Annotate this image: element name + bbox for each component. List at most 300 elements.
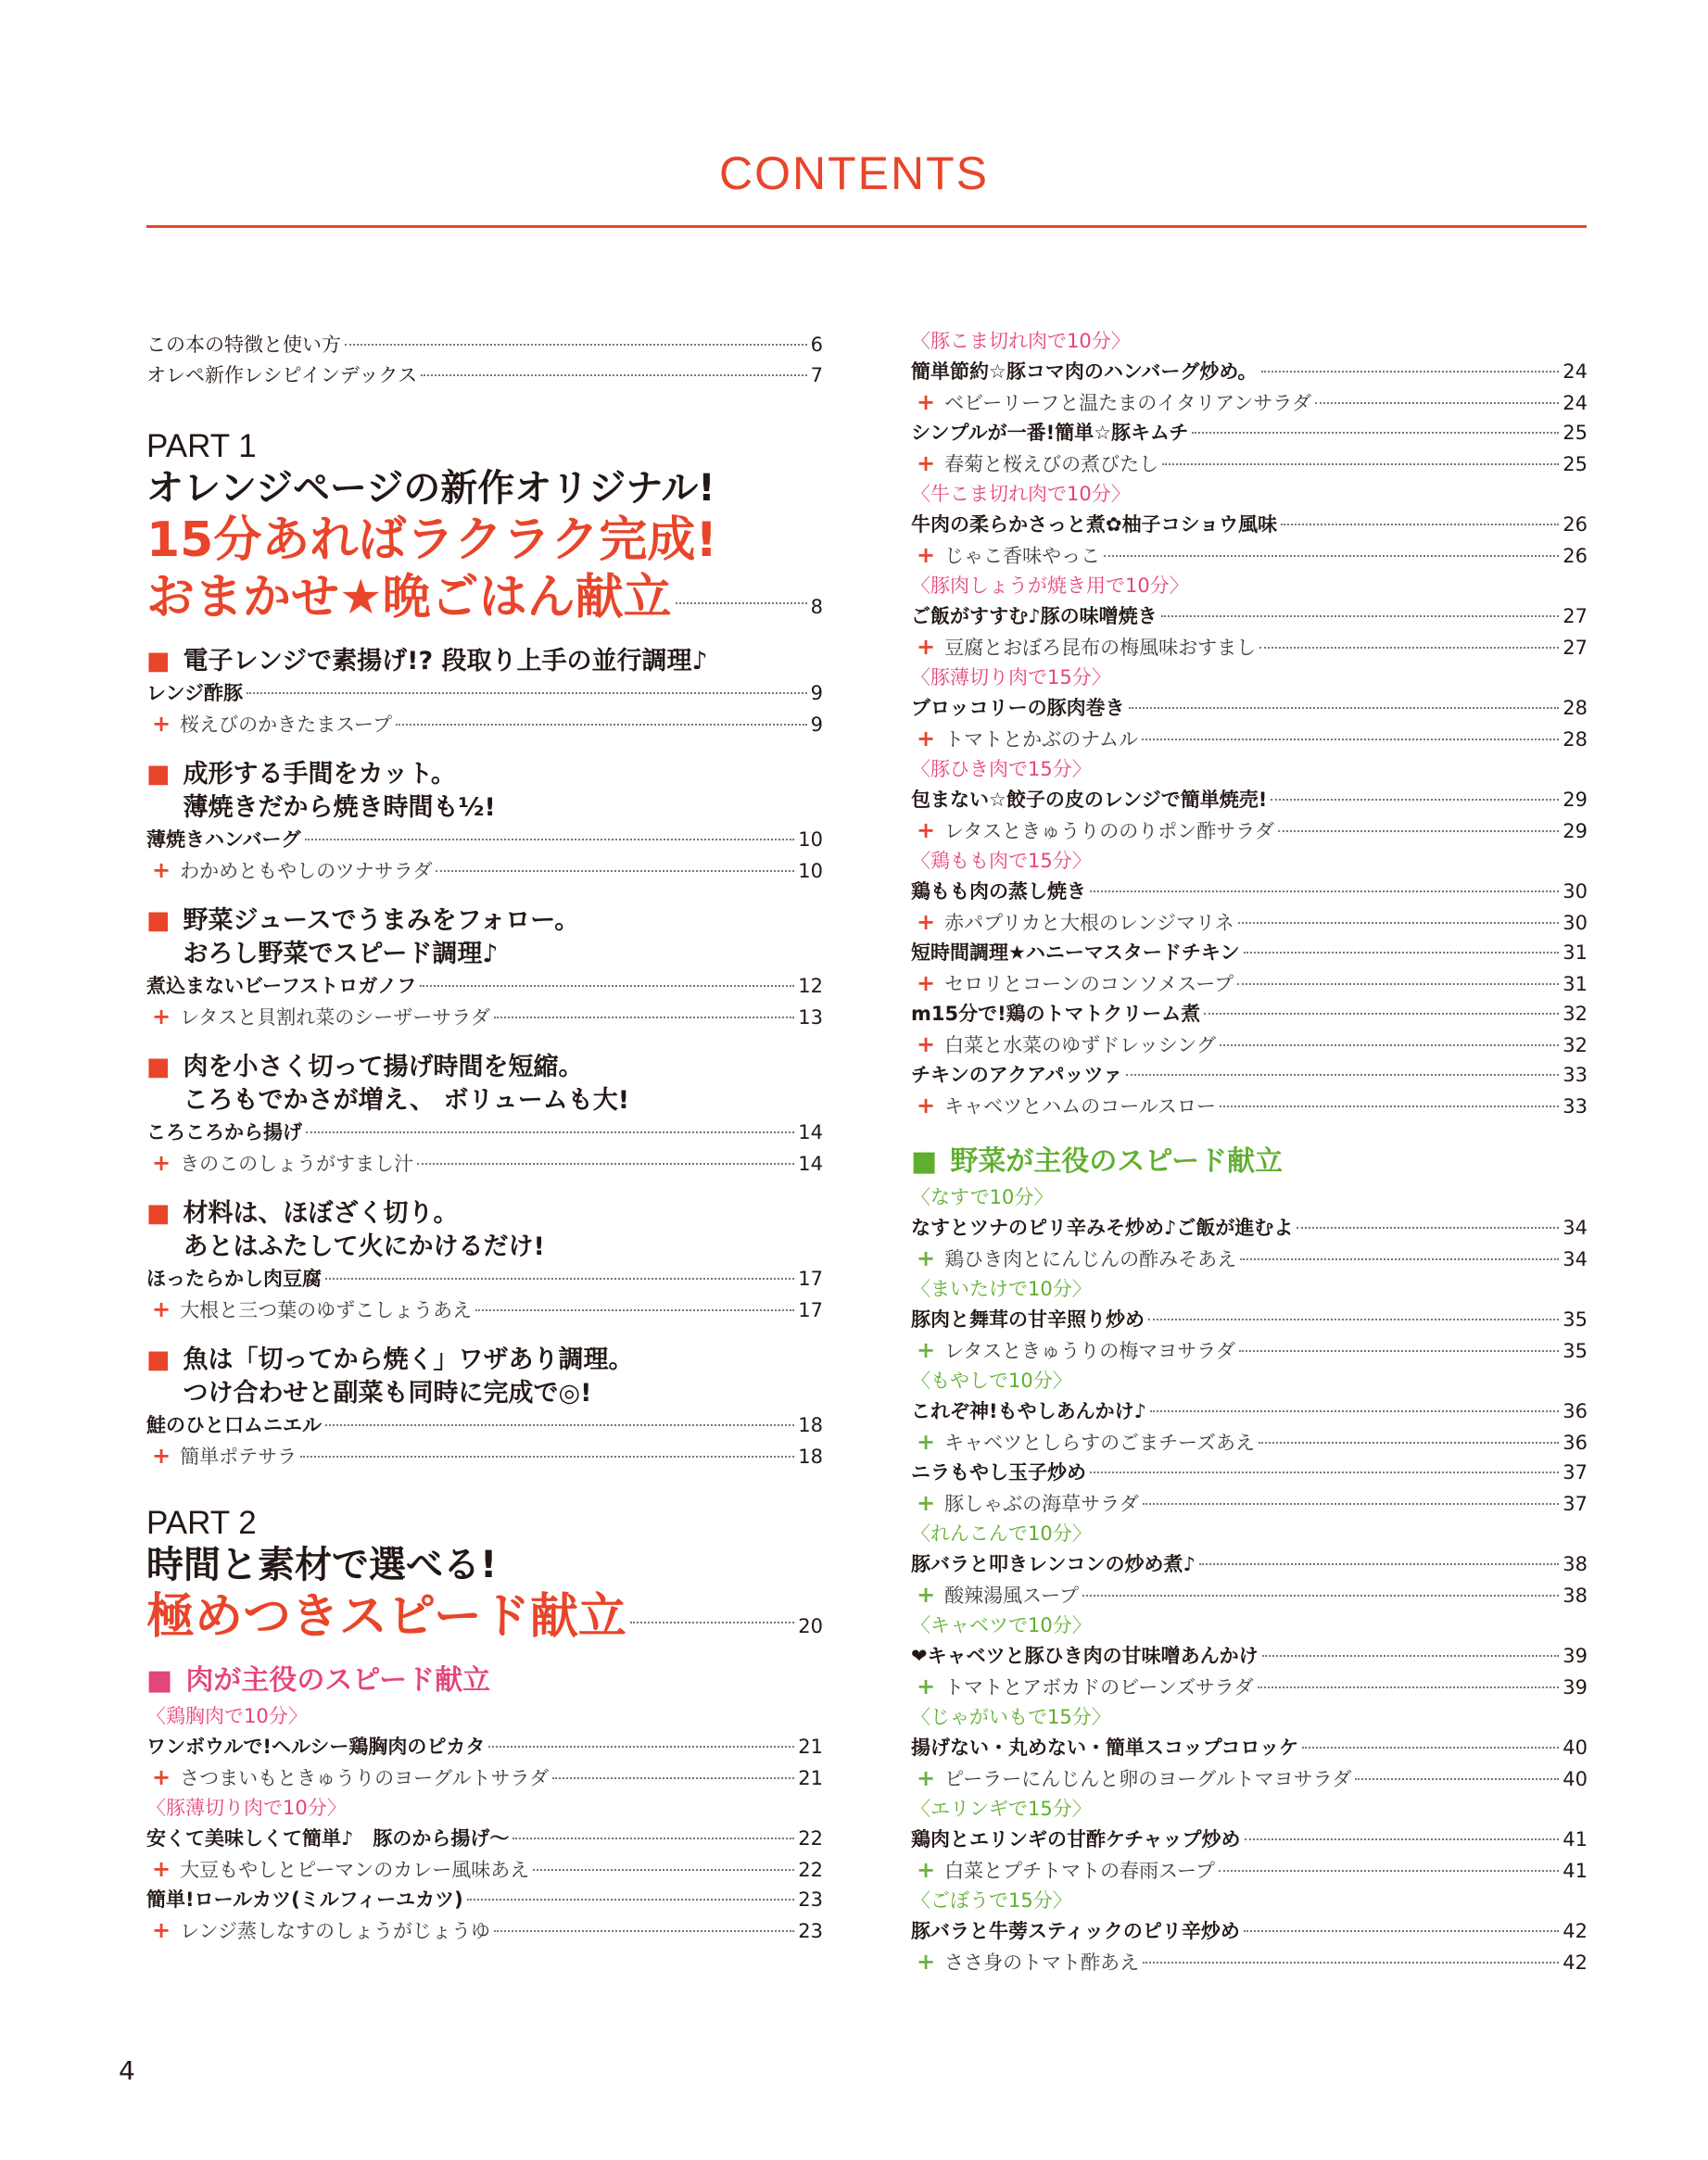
recipe-entry[interactable]: [146, 1118, 823, 1148]
leader-dots: [494, 1017, 794, 1018]
section-heading-lines: [183, 904, 580, 971]
recipe-entry[interactable]: [911, 1458, 1588, 1488]
page-ref: 36: [1563, 1432, 1588, 1454]
entry-title: これぞ神!もやしあんかけ♪: [911, 1400, 1146, 1422]
left-column: [146, 330, 823, 1946]
leader-dots: [1129, 707, 1560, 709]
side-dish-entry[interactable]: [911, 1427, 1588, 1458]
entry-title: 短時間調理★ハニーマスタードチキン: [911, 941, 1240, 964]
plus-icon: +: [917, 1490, 936, 1516]
entry-title: 豚しゃぶの海草サラダ: [944, 1493, 1139, 1515]
entry-title: 桜えびのかきたまスープ: [180, 714, 393, 736]
recipe-entry[interactable]: [911, 1916, 1588, 1947]
leader-dots: [421, 374, 806, 376]
side-dish-entry[interactable]: [146, 1441, 823, 1472]
part2-entry[interactable]: [146, 1588, 823, 1646]
entry-title: 鶏肉とエリンギの甘酢ケチャップ炒め: [911, 1828, 1241, 1851]
page-ref: 10: [798, 860, 823, 882]
entry-title: 赤パプリカと大根のレンジマリネ: [944, 912, 1234, 934]
category-label: 〈豚薄切り肉で10分〉: [146, 1797, 347, 1819]
entry-title: レタスときゅうりの梅マヨサラダ: [944, 1340, 1236, 1362]
leader-dots: [1262, 1655, 1560, 1657]
recipe-entry[interactable]: [146, 825, 823, 855]
plus-icon: +: [917, 634, 936, 660]
leader-dots: [533, 1869, 794, 1871]
page-ref: 29: [1563, 789, 1588, 811]
category-label: 〈なすで10分〉: [911, 1186, 1054, 1208]
page-ref: 27: [1563, 637, 1588, 659]
page-ref: 30: [1563, 912, 1588, 934]
leader-dots: [1161, 615, 1560, 617]
category-label: 〈エリンギで15分〉: [911, 1798, 1092, 1820]
side-dish-entry[interactable]: [911, 1855, 1588, 1886]
leader-dots: [345, 344, 807, 346]
side-dish-entry[interactable]: [146, 709, 823, 739]
section-heading-lines: [183, 1344, 634, 1410]
side-dish-entry[interactable]: [911, 1947, 1588, 1977]
page-ref: 24: [1563, 360, 1588, 383]
side-dish-entry[interactable]: [911, 1244, 1588, 1274]
entry-title: 豚バラと牛蒡スティックのピリ辛炒め: [911, 1920, 1240, 1942]
leader-dots: [1297, 1227, 1559, 1229]
page-ref: 38: [1563, 1585, 1588, 1607]
category-label: 〈キャベツで10分〉: [911, 1614, 1092, 1636]
page-ref: 14: [798, 1121, 823, 1143]
page-ref: 25: [1563, 453, 1588, 475]
entry-title: 豚バラと叩きレンコンの炒め煮♪: [911, 1553, 1196, 1575]
veg-section-label: 野菜が主役のスピード献立: [950, 1145, 1284, 1178]
entry-title: チキンのアクアパッツァ: [911, 1064, 1123, 1086]
leader-dots: [420, 985, 794, 987]
section-heading: [146, 1197, 823, 1264]
recipe-entry[interactable]: [911, 1549, 1588, 1580]
page-ref: 18: [798, 1414, 823, 1436]
page-ref: 35: [1563, 1308, 1588, 1331]
recipe-entry[interactable]: [146, 360, 823, 391]
page-ref: 31: [1563, 941, 1588, 964]
entry-title: ❤キャベツと豚ひき肉の甘味噌あんかけ: [911, 1645, 1259, 1667]
side-dish-entry[interactable]: [911, 1335, 1588, 1366]
part1-label: PART 1: [146, 428, 257, 464]
category-label: 〈豚薄切り肉で15分〉: [911, 666, 1111, 688]
section-heading: [146, 1051, 823, 1118]
leader-dots: [325, 1424, 794, 1426]
entry-title: ベビーリーフと温たまのイタリアンサラダ: [944, 392, 1312, 414]
leader-dots: [1082, 1595, 1559, 1597]
part2-heading: 時間と素材で選べる!: [146, 1544, 498, 1586]
page-ref: 8: [810, 596, 823, 618]
side-dish-entry[interactable]: [146, 1762, 823, 1793]
entry-title: きのこのしょうがすまし汁: [180, 1153, 414, 1175]
entry-title: レタスときゅうりののりポン酢サラダ: [944, 820, 1275, 842]
square-bullet-icon: ■: [146, 1345, 171, 1374]
recipe-entry[interactable]: [146, 1824, 823, 1854]
entry-title: 簡単節約☆豚コマ肉のハンバーグ炒め。: [911, 360, 1258, 383]
entry-title: 白菜と水菜のゆずドレッシング: [944, 1034, 1216, 1056]
meat-list-left: [146, 1701, 823, 1946]
recipe-entry[interactable]: [911, 601, 1588, 632]
veg-list: [911, 1182, 1588, 1977]
leader-dots: [306, 1131, 794, 1133]
recipe-entry[interactable]: [911, 877, 1588, 907]
recipe-entry[interactable]: [911, 1641, 1588, 1672]
leader-dots: [1271, 799, 1559, 801]
page-ref: 26: [1563, 545, 1588, 567]
square-bullet-icon: ■: [146, 647, 171, 676]
entry-title: さつまいもときゅうりのヨーグルトサラダ: [180, 1767, 550, 1789]
side-dish-entry[interactable]: [911, 907, 1588, 938]
leader-dots: [1090, 891, 1559, 892]
leader-dots: [1199, 1563, 1559, 1565]
recipe-entry[interactable]: [911, 1825, 1588, 1855]
page-ref: 39: [1563, 1645, 1588, 1667]
plus-icon: +: [152, 1856, 171, 1882]
square-bullet-icon: ■: [146, 760, 171, 789]
section-heading: [146, 904, 823, 971]
leader-dots: [325, 1278, 794, 1280]
page-ref: 42: [1563, 1952, 1588, 1974]
leader-dots: [1143, 1503, 1559, 1505]
category-label: 〈ごぼうで15分〉: [911, 1889, 1072, 1912]
square-bullet-icon: ■: [911, 1145, 938, 1178]
recipe-entry[interactable]: [146, 1410, 823, 1441]
plus-icon: +: [152, 1764, 171, 1790]
side-dish-entry[interactable]: [146, 1854, 823, 1885]
page-ref: 33: [1563, 1095, 1588, 1118]
page-ref: 29: [1563, 820, 1588, 842]
leader-dots: [1355, 1778, 1559, 1780]
entry-title: 豚肉と舞茸の甘辛照り炒め: [911, 1308, 1145, 1331]
category-label: 〈牛こま切れ肉で10分〉: [911, 483, 1131, 505]
page-ref: 22: [798, 1859, 823, 1881]
plus-icon: +: [917, 1765, 936, 1791]
leader-dots: [494, 1930, 794, 1932]
entry-title: 簡単!ロールカツ(ミルフィーユカツ): [146, 1888, 463, 1911]
section-heading-line: 電子レンジで素揚げ!? 段取り上手の並行調理♪: [183, 647, 708, 676]
recipe-entry[interactable]: [911, 1213, 1588, 1244]
recipe-entry[interactable]: [146, 1885, 823, 1915]
page-ref: 21: [798, 1767, 823, 1789]
leader-dots: [1143, 1962, 1559, 1964]
side-dish-entry[interactable]: [911, 448, 1588, 479]
page-ref: 21: [798, 1736, 823, 1758]
leader-dots: [1192, 432, 1559, 434]
recipe-entry[interactable]: [911, 938, 1588, 968]
leader-dots: [1126, 1074, 1559, 1076]
entry-title: レンジ蒸しなすのしょうがじょうゆ: [180, 1920, 491, 1942]
leader-dots: [1220, 1044, 1559, 1046]
page-ref: 26: [1563, 513, 1588, 536]
entry-title: 大豆もやしとピーマンのカレー風味あえ: [180, 1859, 530, 1881]
plus-icon: +: [917, 1093, 936, 1118]
side-dish-entry[interactable]: [911, 815, 1588, 846]
page-ref: 41: [1563, 1828, 1588, 1851]
page-ref: 17: [798, 1268, 823, 1290]
leader-dots: [1240, 1258, 1559, 1260]
page-ref: 31: [1563, 973, 1588, 995]
entry-title: シンプルが一番!簡単☆豚キムチ: [911, 422, 1189, 444]
entry-title: 鮭のひと口ムニエル: [146, 1414, 322, 1436]
entry-title: 包まない☆餃子の皮のレンジで簡単焼売!: [911, 789, 1268, 811]
recipe-entry[interactable]: [911, 693, 1588, 724]
entry-title: ニラもやし玉子炒め: [911, 1461, 1086, 1484]
section-heading-line: ころもでかさが増え、 ボリュームも大!: [183, 1086, 630, 1115]
veg-section-heading: [911, 1142, 1588, 1182]
leader-dots: [247, 692, 807, 694]
page-ref: 32: [1563, 1034, 1588, 1056]
recipe-entry[interactable]: [911, 357, 1588, 387]
page-ref: 28: [1563, 728, 1588, 751]
entry-title: じゃこ香味やっこ: [944, 545, 1101, 567]
section-heading-lines: [183, 1197, 545, 1264]
plus-icon: +: [152, 1296, 171, 1322]
category-label: 〈まいたけで10分〉: [911, 1278, 1092, 1300]
side-dish-entry[interactable]: [146, 1915, 823, 1946]
leader-dots: [1204, 1013, 1559, 1015]
leader-dots: [1281, 524, 1559, 525]
entry-title: トマトとアボカドのビーンズサラダ: [944, 1676, 1254, 1699]
recipe-entry[interactable]: [911, 785, 1588, 815]
plus-icon: +: [917, 1949, 936, 1975]
part2-label: PART 2: [146, 1505, 257, 1541]
page-ref: 24: [1563, 392, 1588, 414]
page-ref: 6: [810, 334, 823, 356]
entry-title: ささ身のトマト酢あえ: [944, 1952, 1140, 1974]
page-ref: 14: [798, 1153, 823, 1175]
leader-dots: [1219, 1870, 1559, 1872]
page-ref: 37: [1563, 1493, 1588, 1515]
entry-title: 鶏ひき肉とにんじんの酢みそあえ: [944, 1248, 1237, 1270]
leader-dots: [1148, 1319, 1559, 1320]
plus-icon: +: [152, 857, 171, 883]
category-label: 〈鶏もも肉で15分〉: [911, 850, 1092, 872]
leader-dots: [1244, 952, 1560, 954]
part1-entry[interactable]: [146, 569, 823, 626]
section-heading-line: 成形する手間をカット。: [183, 760, 456, 789]
plus-icon: +: [152, 1004, 171, 1029]
page-ref: 23: [798, 1888, 823, 1911]
leader-dots: [1259, 1442, 1559, 1444]
entry-title: 簡単ポテサラ: [180, 1446, 297, 1468]
page-ref: 7: [810, 364, 823, 386]
entry-title: ワンボウルで!ヘルシー鶏胸肉のピカタ: [146, 1736, 486, 1758]
recipe-entry[interactable]: [911, 1305, 1588, 1335]
page-ref: 25: [1563, 422, 1588, 444]
leader-dots: [1220, 1105, 1559, 1107]
section-heading-line: おろし野菜でスピード調理♪: [183, 940, 499, 968]
plus-icon: +: [917, 909, 936, 935]
right-column: [911, 326, 1588, 1977]
section-heading: [146, 645, 823, 678]
category-label: 〈じゃがいもで15分〉: [911, 1706, 1111, 1728]
meat-list-right: [911, 326, 1588, 1121]
leader-dots: [1258, 1686, 1560, 1688]
leader-dots: [1090, 1472, 1559, 1473]
category-label: 〈豚こま切れ肉で10分〉: [911, 330, 1131, 352]
category-label: 〈豚肉しょうが焼き用で10分〉: [911, 575, 1189, 597]
plus-icon: +: [152, 1917, 171, 1943]
leader-dots: [1104, 555, 1559, 557]
leader-dots: [1238, 922, 1560, 924]
entry-title: 大根と三つ葉のゆずこしょうあえ: [180, 1299, 473, 1321]
entry-title: キャベツとしらすのごまチーズあえ: [944, 1432, 1256, 1454]
page-number: 4: [119, 2055, 135, 2086]
leader-dots: [488, 1746, 794, 1748]
leader-dots: [475, 1309, 794, 1311]
page-title: CONTENTS: [719, 147, 989, 199]
page-ref: 17: [798, 1299, 823, 1321]
plus-icon: +: [917, 1031, 936, 1057]
entry-title: 安くて美味しくて簡単♪ 豚のから揚げ〜: [146, 1827, 510, 1850]
side-dish-entry[interactable]: [146, 1148, 823, 1179]
page-ref: 36: [1563, 1400, 1588, 1422]
leader-dots: [552, 1777, 794, 1779]
entry-title: 春菊と桜えびの煮びたし: [944, 453, 1159, 475]
plus-icon: +: [152, 711, 171, 737]
section-heading-lines: [183, 758, 496, 825]
side-dish-entry[interactable]: [911, 1029, 1588, 1060]
entry-title: セロリとコーンのコンソメスープ: [944, 973, 1234, 995]
entry-title: 豆腐とおぼろ昆布の梅風味おすまし: [944, 637, 1257, 659]
entry-title: m15分で!鶏のトマトクリーム煮: [911, 1003, 1201, 1025]
side-dish-entry[interactable]: [146, 1295, 823, 1325]
page-ref: 38: [1563, 1553, 1588, 1575]
page-ref: 12: [798, 975, 823, 997]
plus-icon: +: [917, 1429, 936, 1455]
leader-dots: [1245, 1838, 1560, 1840]
side-dish-entry[interactable]: [911, 1488, 1588, 1519]
side-dish-entry[interactable]: [911, 724, 1588, 754]
side-dish-entry[interactable]: [911, 387, 1588, 418]
category-label: 〈もやしで10分〉: [911, 1370, 1072, 1392]
leader-dots: [396, 724, 807, 726]
entry-title: キャベツとハムのコールスロー: [944, 1095, 1217, 1118]
side-dish-entry[interactable]: [911, 1091, 1588, 1121]
page-ref: 22: [798, 1827, 823, 1850]
entry-title: わかめともやしのツナサラダ: [180, 860, 433, 882]
entry-title: 牛肉の柔らかさっと煮✿柚子コショウ風味: [911, 513, 1278, 536]
page-ref: 34: [1563, 1217, 1588, 1239]
square-bullet-icon: ■: [146, 906, 171, 935]
page-ref: 42: [1563, 1920, 1588, 1942]
leader-dots: [1142, 739, 1559, 740]
plus-icon: +: [917, 1674, 936, 1699]
page-ref: 20: [798, 1615, 823, 1637]
recipe-entry[interactable]: [911, 1060, 1588, 1091]
plus-icon: +: [152, 1150, 171, 1176]
part2-title: 極めつきスピード献立: [146, 1589, 626, 1645]
entry-title: オレペ新作レシピインデックス: [146, 364, 418, 386]
entry-title: ブロッコリーの豚肉巻き: [911, 697, 1125, 719]
category-label: 〈豚ひき肉で15分〉: [911, 758, 1092, 780]
leader-dots: [467, 1899, 795, 1901]
section-heading-lines: [183, 645, 708, 678]
recipe-entry[interactable]: [146, 678, 823, 709]
page-ref: 10: [798, 828, 823, 851]
entry-title: 白菜とプチトマトの春雨スープ: [944, 1860, 1216, 1882]
recipe-entry[interactable]: [146, 1732, 823, 1762]
entry-title: レタスと貝割れ菜のシーザーサラダ: [180, 1006, 491, 1029]
category-label: 〈れんこんで10分〉: [911, 1522, 1092, 1545]
side-dish-entry[interactable]: [911, 632, 1588, 663]
entry-title: ご飯がすすむ♪豚の味噌焼き: [911, 605, 1158, 627]
page-ref: 35: [1563, 1340, 1588, 1362]
page-ref: 40: [1563, 1737, 1588, 1759]
side-dish-entry[interactable]: [911, 1763, 1588, 1794]
plus-icon: +: [917, 450, 936, 476]
recipe-entry[interactable]: [146, 330, 823, 360]
side-dish-entry[interactable]: [911, 540, 1588, 571]
page-ref: 37: [1563, 1461, 1588, 1484]
plus-icon: +: [917, 542, 936, 568]
plus-icon: +: [917, 817, 936, 843]
page-ref: 13: [798, 1006, 823, 1029]
part1-heading: オレンジページの新作オリジナル!: [146, 467, 715, 510]
entry-title: レンジ酢豚: [146, 682, 243, 704]
plus-icon: +: [917, 389, 936, 415]
entry-title: なすとツナのピリ辛みそ炒め♪ご飯が進むよ: [911, 1217, 1294, 1239]
leader-dots: [1244, 1930, 1559, 1932]
part1-sections: [146, 645, 823, 1472]
square-bullet-icon: ■: [146, 1053, 171, 1081]
recipe-entry[interactable]: [911, 999, 1588, 1029]
page-ref: 33: [1563, 1064, 1588, 1086]
page-ref: 32: [1563, 1003, 1588, 1025]
plus-icon: +: [917, 970, 936, 996]
entry-title: 酸辣湯風スープ: [944, 1585, 1080, 1607]
section-heading: [146, 758, 823, 825]
page-ref: 27: [1563, 605, 1588, 627]
recipe-entry[interactable]: [911, 418, 1588, 448]
square-bullet-icon: ■: [146, 1199, 171, 1228]
page-ref: 28: [1563, 697, 1588, 719]
leader-dots: [1239, 1350, 1559, 1352]
side-dish-entry[interactable]: [146, 1002, 823, 1032]
entry-title: ピーラーにんじんと卵のヨーグルトマヨサラダ: [944, 1768, 1352, 1790]
page-ref: 23: [798, 1920, 823, 1942]
recipe-entry[interactable]: [911, 510, 1588, 540]
page-ref: 34: [1563, 1248, 1588, 1270]
leader-dots: [300, 1456, 794, 1458]
page-ref: 40: [1563, 1768, 1588, 1790]
plus-icon: +: [917, 1245, 936, 1271]
entry-title: 鶏もも肉の蒸し焼き: [911, 880, 1086, 903]
entry-title: 煮込まないビーフストロガノフ: [146, 975, 417, 997]
section-heading-line: 材料は、ほぼざく切り。: [183, 1199, 459, 1228]
leader-dots: [1150, 1410, 1559, 1412]
part1-subheading: 15分あればラクラク完成!: [146, 512, 718, 568]
plus-icon: +: [917, 1857, 936, 1883]
section-heading-line: 肉を小さく切って揚げ時間を短縮。: [183, 1053, 584, 1081]
leader-dots: [512, 1838, 794, 1839]
leader-dots: [676, 602, 807, 604]
entry-title: ころころから揚げ: [146, 1121, 302, 1143]
side-dish-entry[interactable]: [146, 855, 823, 886]
recipe-entry[interactable]: [911, 1733, 1588, 1763]
recipe-entry[interactable]: [146, 971, 823, 1002]
section-heading-line: 野菜ジュースでうまみをフォロー。: [183, 906, 580, 935]
leader-dots: [1237, 983, 1559, 985]
recipe-entry[interactable]: [911, 1396, 1588, 1427]
entry-title: ほったらかし肉豆腐: [146, 1268, 322, 1290]
side-dish-entry[interactable]: [911, 968, 1588, 999]
page-ref: 9: [810, 714, 823, 736]
category-label: 〈鶏胸肉で10分〉: [146, 1705, 308, 1727]
part1-title: おまかせ★晩ごはん献立: [146, 570, 672, 625]
side-dish-entry[interactable]: [911, 1580, 1588, 1611]
side-dish-entry[interactable]: [911, 1672, 1588, 1702]
recipe-entry[interactable]: [146, 1264, 823, 1295]
